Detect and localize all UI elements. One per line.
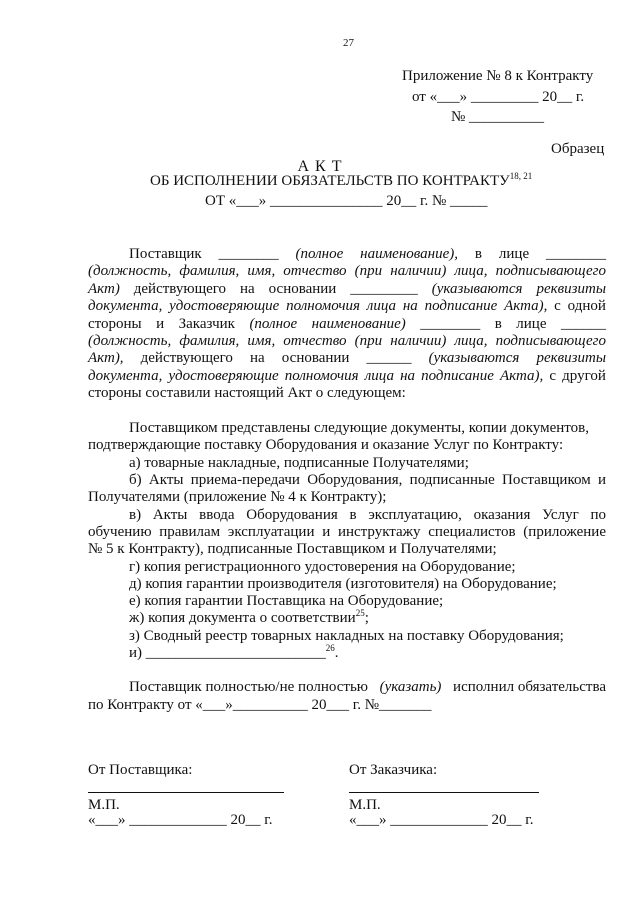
intro-word: и (156, 316, 165, 332)
intro-word: Акт), (88, 350, 124, 366)
item-a: а) товарные накладные, подписанные Получателями; (129, 455, 469, 471)
intro-word: полномочия (284, 368, 359, 384)
item-zh-footnote: 25 (355, 608, 365, 618)
intro-word: Акт) (88, 281, 120, 297)
intro-word: (должность, (88, 333, 172, 349)
intro-word: отчество (283, 263, 347, 279)
intro-word: имя, (247, 333, 276, 349)
act-title: А К Т (297, 158, 343, 175)
item-b-line-2: Получателями (приложение № 4 к Контракту); (88, 489, 387, 505)
intro-word: удостоверяющие (168, 368, 279, 384)
intro-word: фамилия, (179, 263, 240, 279)
intro-word: с (549, 368, 557, 384)
item-v-line-2: обучению правилам эксплуатации и инструктажу специалистов (приложение (88, 524, 606, 540)
intro-word: другой (562, 368, 606, 384)
conclusion-line-1 (129, 678, 606, 696)
intro-word: действующего (140, 350, 233, 366)
intro-word: (полное (295, 246, 344, 262)
customer-date: «___» _____________ 20__ г. (349, 812, 534, 828)
intro-word: в (494, 316, 502, 332)
intro-line (129, 245, 606, 263)
intro-word: ________ (420, 316, 481, 332)
intro-line (88, 262, 606, 280)
item-v-line-1: в) Акты ввода Оборудования в эксплуатацию, оказания Услуг по (129, 507, 606, 523)
item-g: г) копия регистрационного удостоверения на Оборудование; (129, 559, 516, 575)
intro-word: на (250, 350, 265, 366)
conclusion-text-b: (указать) (379, 679, 442, 695)
intro-word: лица (364, 368, 394, 384)
customer-stamp: М.П. (349, 797, 381, 813)
intro-word: настоящий (214, 385, 288, 401)
intro-word: подписывающего (495, 263, 606, 279)
intro-word: фамилия, (179, 333, 240, 349)
supplier-label: От Поставщика: (88, 762, 193, 778)
intro-word: лице (498, 246, 530, 262)
intro-line (88, 280, 606, 298)
docs-intro-line-2: подтверждающие поставку Оборудования и оказание Услуг по Контракту: (88, 437, 564, 453)
docs-intro-line-1: Поставщиком представлены следующие документы, копии документов, (129, 420, 589, 436)
conclusion-line-2: по Контракту от «___»__________ 20___ г. №_______ (88, 697, 432, 713)
act-subtitle (150, 172, 532, 190)
intro-word: подписание (424, 298, 498, 314)
sample-label: Образец (551, 141, 605, 157)
item-i-text: и) ________________________ (129, 645, 326, 661)
supplier-stamp: М.П. (88, 797, 120, 813)
intro-word: с (554, 298, 561, 314)
intro-word: (указываются (431, 281, 523, 297)
item-i (129, 644, 339, 662)
intro-word: документа, (88, 298, 163, 314)
intro-word: стороны (88, 316, 142, 332)
intro-word: ______ (366, 350, 412, 366)
conclusion-text-a: Поставщик полностью/не полностью (129, 679, 369, 695)
intro-word: лица, (454, 333, 488, 349)
conclusion-text-c: исполнил обязательства (453, 679, 606, 695)
intro-word: ________ (546, 246, 606, 262)
intro-word: в (474, 246, 483, 262)
intro-word: лице (516, 316, 547, 332)
intro-word: ______ (560, 316, 606, 332)
intro-word: отчество (283, 333, 347, 349)
intro-word: Поставщик (129, 246, 202, 262)
item-i-footnote: 26 (325, 643, 335, 653)
intro-line (88, 315, 606, 333)
intro-line (88, 367, 606, 385)
intro-word: на (402, 298, 418, 314)
appendix-number: № __________ (451, 109, 545, 125)
intro-word: Акта), (500, 368, 544, 384)
intro-word: (при (354, 333, 383, 349)
intro-word: следующем: (327, 385, 406, 401)
intro-word: ________ (218, 246, 279, 262)
intro-word: лица, (454, 263, 488, 279)
intro-word: основании (268, 281, 337, 297)
item-e: е) копия гарантии Поставщика на Оборудование; (129, 593, 444, 609)
intro-word: (при (354, 263, 383, 279)
intro-word: о (315, 385, 327, 401)
intro-word: наименование), (360, 246, 459, 262)
item-v-line-3: № 5 к Контракту), подписанные Поставщиком и Получателями; (88, 541, 497, 557)
intro-word: подписывающего (495, 333, 606, 349)
item-zh-end: ; (364, 610, 369, 626)
intro-word: действующего (133, 281, 227, 297)
item-z: з) Сводный реестр товарных накладных на поставку Оборудования; (129, 628, 564, 644)
intro-word: подписание (421, 368, 494, 384)
act-subtitle-text: ОБ ИСПОЛНЕНИИ ОБЯЗАТЕЛЬСТВ ПО КОНТРАКТУ (150, 173, 510, 189)
intro-word: наличии) (390, 263, 447, 279)
intro-word: имя, (247, 263, 276, 279)
act-subtitle-footnote: 18, 21 (509, 171, 533, 181)
customer-signature-line (349, 792, 539, 793)
intro-word: удостоверяющие (169, 298, 280, 314)
item-b-line-1: б) Акты приема-передачи Оборудования, подписанные Поставщиком и (129, 472, 606, 488)
appendix-date: от «___» _________ 20__ г. (412, 89, 585, 105)
intro-word: Заказчик (178, 316, 235, 332)
item-i-end: . (334, 645, 339, 661)
intro-word: стороны (88, 385, 146, 401)
intro-word: наличии) (390, 333, 447, 349)
intro-word: составили (145, 385, 215, 401)
intro-word: документа, (88, 368, 163, 384)
appendix-title: Приложение № 8 к Контракту (402, 68, 594, 84)
intro-word: реквизиты (536, 350, 606, 366)
intro-word: на (400, 368, 416, 384)
supplier-date: «___» _____________ 20__ г. (88, 812, 273, 828)
page-number: 27 (343, 37, 354, 49)
intro-line (88, 297, 606, 315)
intro-word: Акт (287, 385, 316, 401)
intro-word: основании (281, 350, 350, 366)
intro-word: (полное (249, 316, 298, 332)
intro-word: _________ (350, 281, 418, 297)
intro-line (88, 349, 606, 367)
act-date-number: ОТ «___» _______________ 20__ г. № _____ (205, 193, 488, 209)
customer-label: От Заказчика: (349, 762, 438, 778)
intro-word: лица (366, 298, 397, 314)
intro-word: (указываются (428, 350, 520, 366)
intro-word: на (240, 281, 255, 297)
item-d: д) копия гарантии производителя (изготовителя) на Оборудование; (129, 576, 557, 592)
intro-word: одной (567, 298, 606, 314)
intro-word: Акта), (504, 298, 548, 314)
supplier-signature-line (88, 792, 284, 793)
item-zh-text: ж) копия документа о соответствии (129, 610, 356, 626)
intro-word: наименование) (311, 316, 406, 332)
intro-word: полномочия (286, 298, 360, 314)
intro-line (88, 384, 606, 402)
intro-line (88, 332, 606, 350)
intro-word: реквизиты (536, 281, 606, 297)
intro-word: (должность, (88, 263, 172, 279)
item-zh (129, 609, 369, 627)
